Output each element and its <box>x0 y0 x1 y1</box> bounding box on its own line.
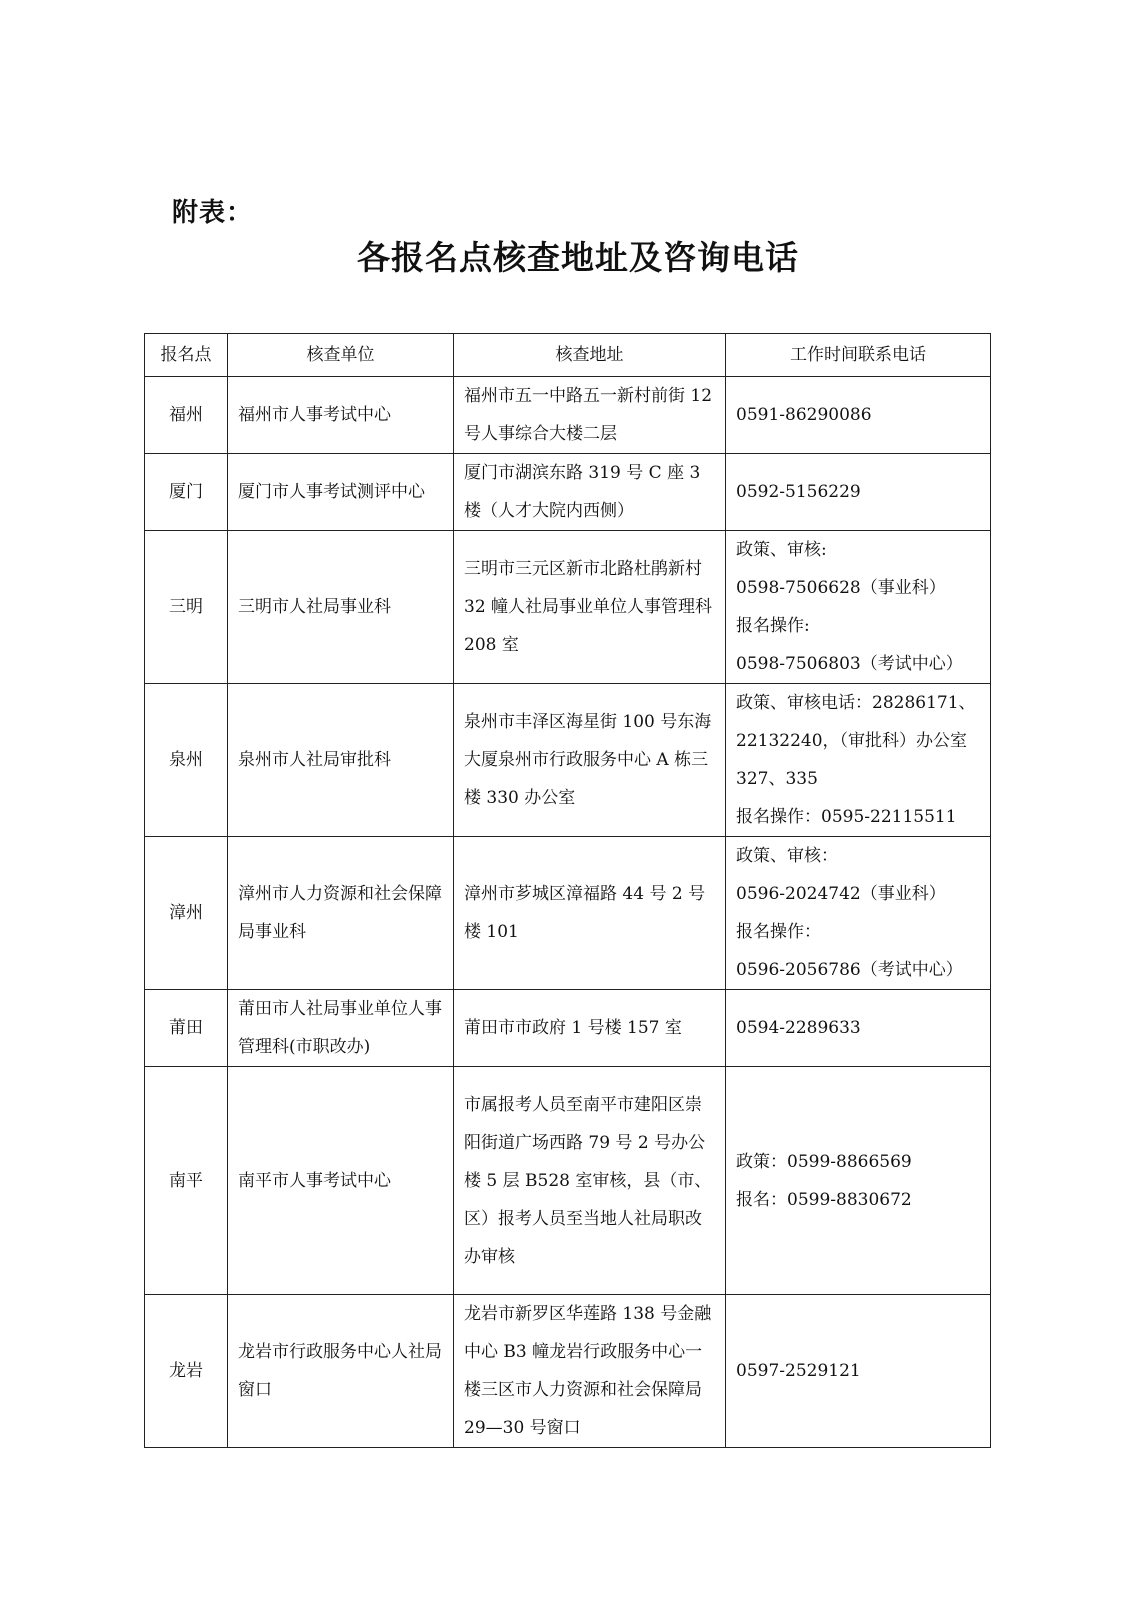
row-address: 龙岩市新罗区华莲路 138 号金融中心 B3 幢龙岩行政服务中心一楼三区市人力资源和社会保障局 29—30 号窗口 <box>454 1295 726 1448</box>
row-unit: 福州市人事考试中心 <box>228 377 454 454</box>
row-city: 南平 <box>145 1067 228 1295</box>
registration-points-table <box>144 333 991 1448</box>
table-row <box>145 684 991 837</box>
row-address: 莆田市市政府 1 号楼 157 室 <box>454 990 726 1067</box>
row-address: 厦门市湖滨东路 319 号 C 座 3 楼（人才大院内西侧） <box>454 454 726 531</box>
row-address: 泉州市丰泽区海星街 100 号东海大厦泉州市行政服务中心 A 栋三楼 330 办公室 <box>454 684 726 837</box>
row-city: 漳州 <box>145 837 228 990</box>
page-title: 各报名点核查地址及咨询电话 <box>357 238 799 277</box>
header-verification-address: 核查地址 <box>454 334 726 377</box>
row-unit: 南平市人事考试中心 <box>228 1067 454 1295</box>
table-row <box>145 837 991 990</box>
row-city: 莆田 <box>145 990 228 1067</box>
row-address: 漳州市芗城区漳福路 44 号 2 号楼 101 <box>454 837 726 990</box>
row-phone: 政策：0599-8866569 报名：0599-8830672 <box>726 1067 991 1295</box>
row-phone: 政策、审核: 0598-7506628（事业科） 报名操作: 0598-7506803（考试中心） <box>726 531 991 684</box>
row-phone: 政策、审核电话：28286171、22132240，（审批科）办公室 327、335 报名操作：0595-22115511 <box>726 684 991 837</box>
row-phone: 政策、审核： 0596-2024742（事业科） 报名操作： 0596-2056786（考试中心） <box>726 837 991 990</box>
row-phone: 0592-5156229 <box>726 454 991 531</box>
header-verification-unit: 核查单位 <box>228 334 454 377</box>
row-city: 厦门 <box>145 454 228 531</box>
table-row <box>145 531 991 684</box>
row-unit: 三明市人社局事业科 <box>228 531 454 684</box>
header-registration-point: 报名点 <box>145 334 228 377</box>
row-unit: 厦门市人事考试测评中心 <box>228 454 454 531</box>
row-city: 泉州 <box>145 684 228 837</box>
row-address: 市属报考人员至南平市建阳区崇阳街道广场西路 79 号 2 号办公楼 5 层 B528 室审核，县（市、区）报考人员至当地人社局职改办审核 <box>454 1067 726 1295</box>
row-unit: 泉州市人社局审批科 <box>228 684 454 837</box>
row-city: 三明 <box>145 531 228 684</box>
row-phone: 0594-2289633 <box>726 990 991 1067</box>
row-unit: 莆田市人社局事业单位人事管理科(市职改办) <box>228 990 454 1067</box>
row-unit: 漳州市人力资源和社会保障局事业科 <box>228 837 454 990</box>
table-row <box>145 1295 991 1448</box>
row-unit: 龙岩市行政服务中心人社局窗口 <box>228 1295 454 1448</box>
header-contact-phone: 工作时间联系电话 <box>726 334 991 377</box>
appendix-label: 附表： <box>172 198 254 228</box>
table-row <box>145 377 991 454</box>
row-city: 福州 <box>145 377 228 454</box>
row-phone: 0591-86290086 <box>726 377 991 454</box>
table-row <box>145 454 991 531</box>
table-row <box>145 1067 991 1295</box>
row-city: 龙岩 <box>145 1295 228 1448</box>
row-phone: 0597-2529121 <box>726 1295 991 1448</box>
table-row <box>145 990 991 1067</box>
table-header-row <box>145 334 991 377</box>
row-address: 福州市五一中路五一新村前街 12 号人事综合大楼二层 <box>454 377 726 454</box>
row-address: 三明市三元区新市北路杜鹃新村 32 幢人社局事业单位人事管理科 208 室 <box>454 531 726 684</box>
